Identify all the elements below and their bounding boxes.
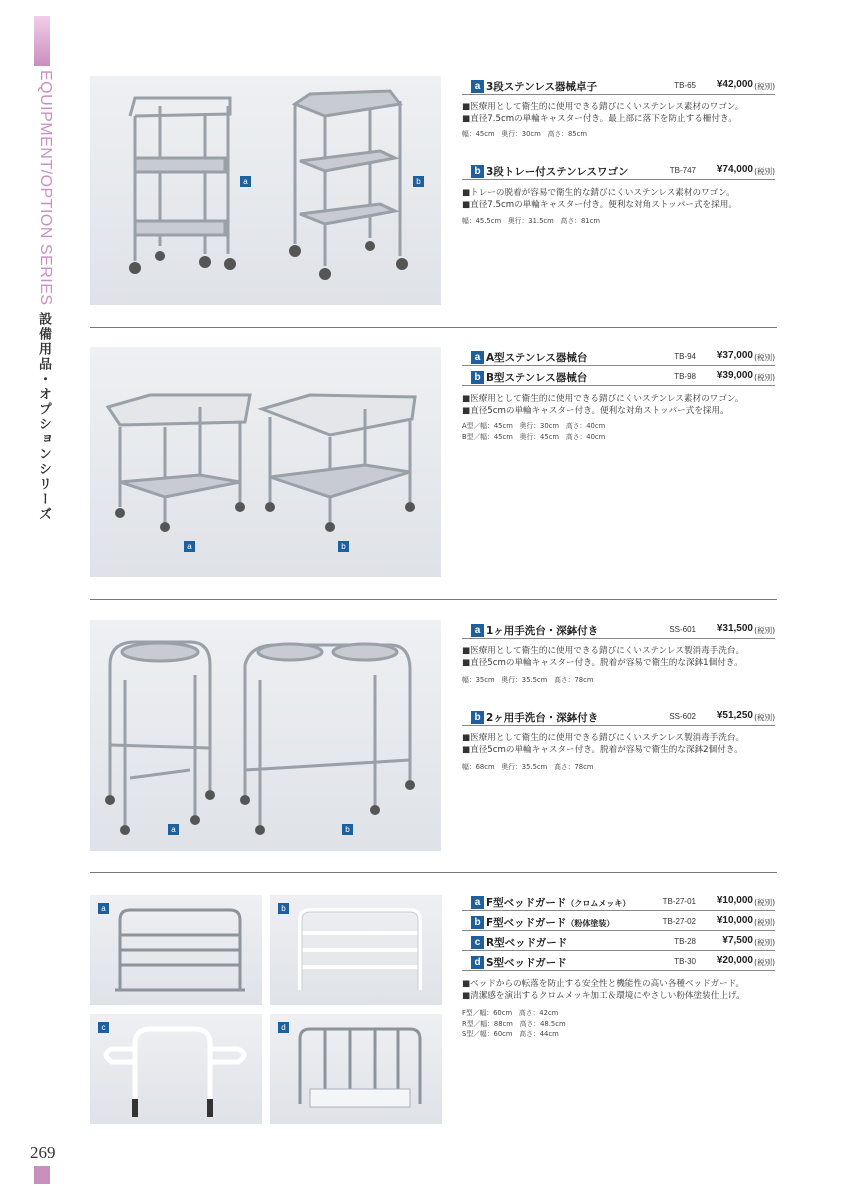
product-name: R型ベッドガード: [486, 937, 568, 949]
sidebar-accent-bar: [34, 16, 50, 66]
product-letter: b: [471, 916, 484, 929]
product-code: SS-602: [669, 712, 696, 721]
product-description: [462, 645, 792, 669]
product-letter: a: [471, 896, 484, 909]
description-line: ■直径5cmの単輪キャスター付き。脱着が容易で衛生的な深鉢1個付き。: [462, 658, 743, 668]
product-dimensions: 幅：45cm 奥行：30cm 高さ：85cm: [462, 130, 587, 138]
product-code: TB-30: [674, 957, 696, 966]
photo-tag-b: b: [413, 176, 424, 187]
description-line: ■直径5cmの単輪キャスター付き。便利な対角ストッパー式を採用。: [462, 406, 729, 416]
photo-tag-b: b: [278, 903, 289, 914]
description-line: ■直径5cmの単輪キャスター付き。脱着が容易で衛生的な深鉢2個付き。: [462, 745, 743, 755]
product-description: [462, 393, 792, 417]
product-photo-bed-guard-r: [90, 1014, 262, 1124]
product-dimensions: 幅：68cm 奥行：35.5cm 高さ：78cm: [462, 763, 594, 771]
description-line: ■ベッドからの転落を防止する安全性と機能性の高い各種ベッドガード。: [462, 979, 745, 989]
description-line: ■医療用として衛生的に使用できる錆びにくいステンレス製消毒手洗台。: [462, 646, 745, 656]
dimensions-line: B型／幅：45cm 奥行：45cm 高さ：40cm: [462, 432, 606, 441]
product-name: 3段トレー付ステンレスワゴン: [486, 166, 629, 178]
bed-guard-illustration: [90, 1014, 262, 1124]
product-name: 1ヶ用手洗台・深鉢付き: [486, 625, 599, 637]
product-finish-note: （クロムメッキ）: [566, 899, 631, 908]
product-header-tb27-02: [462, 914, 775, 931]
photo-tag-a: a: [240, 176, 251, 187]
product-dimensions: [462, 421, 782, 442]
dimensions-line: S型／幅：60cm 高さ：44cm: [462, 1030, 559, 1038]
description-line: ■清潔感を演出するクロムメッキ加工＆環境にやさしい粉体塗装仕上げ。: [462, 991, 745, 1001]
product-code: TB-27-02: [662, 917, 696, 926]
product-name: S型ベッドガード: [486, 957, 567, 969]
product-letter: b: [471, 371, 484, 384]
product-header-ss601: [462, 622, 775, 639]
description-line: ■医療用として衛生的に使用できる錆びにくいステンレス素材のワゴン。: [462, 102, 744, 112]
product-price: ¥20,000: [716, 955, 753, 966]
product-name: A型ステンレス器械台: [486, 352, 588, 364]
photo-tag-d: d: [278, 1022, 289, 1033]
product-name: 3段ステンレス器械卓子: [486, 81, 597, 93]
product-code: TB-747: [669, 166, 696, 175]
product-name: [486, 895, 630, 910]
product-description: [462, 732, 792, 756]
product-price: ¥7,500: [722, 935, 753, 946]
product-letter: a: [471, 624, 484, 637]
product-name-text: F型ベッドガード: [486, 897, 567, 909]
dimensions-line: R型／幅：88cm 高さ：48.5cm: [462, 1019, 566, 1028]
product-name: 2ヶ用手洗台・深鉢付き: [486, 712, 599, 724]
table-illustration: [90, 347, 441, 577]
photo-tag-a: a: [98, 903, 109, 914]
product-photo-bed-guard-f-chrome: [90, 895, 262, 1005]
product-dimensions: 幅：35cm 奥行：35.5cm 高さ：78cm: [462, 676, 594, 684]
description-line: ■医療用として衛生的に使用できる錆びにくいステンレス素材のワゴン。: [462, 394, 744, 404]
section-divider: [90, 599, 777, 600]
product-description: [462, 187, 792, 211]
bed-guard-illustration: [90, 895, 262, 1005]
product-code: SS-601: [669, 625, 696, 634]
description-line: ■直径7.5cmの単輪キャスター付き。最上部に落下を防止する柵付き。: [462, 114, 737, 124]
product-price: ¥31,500: [716, 623, 753, 634]
section-divider: [90, 872, 777, 873]
description-line: ■トレーの脱着が容易で衛生的な錆びにくいステンレス素材のワゴン。: [462, 188, 735, 198]
tax-note: (税別): [754, 353, 775, 362]
product-letter: c: [471, 936, 484, 949]
page-number-accent-bar: [34, 1166, 50, 1184]
product-header-tb94: [462, 349, 775, 366]
product-code: TB-65: [674, 81, 696, 90]
dimensions-line: F型／幅：60cm 高さ：42cm: [462, 1009, 559, 1017]
product-description: [462, 978, 792, 1002]
photo-tag-a: a: [168, 824, 179, 835]
dimensions-line: A型／幅：45cm 奥行：30cm 高さ：40cm: [462, 422, 606, 430]
product-finish-note: （粉体塗装）: [566, 919, 615, 928]
wagon-illustration: [90, 76, 441, 305]
product-photo-bed-guard-f-powder: [270, 895, 442, 1005]
page-number: 269: [30, 1143, 56, 1162]
series-title-en: EQUIPMENT/OPTION SERIES: [37, 70, 54, 306]
product-letter: a: [471, 80, 484, 93]
product-name: [486, 915, 614, 930]
tax-note: (税別): [754, 373, 775, 382]
bed-guard-illustration: [270, 1014, 442, 1124]
product-photo-instrument-tables: [90, 347, 441, 577]
product-description: [462, 101, 792, 125]
product-price: ¥10,000: [716, 915, 753, 926]
product-price: ¥42,000: [716, 79, 753, 90]
description-line: ■直径7.5cmの単輪キャスター付き。便利な対角ストッパー式を採用。: [462, 200, 737, 210]
product-header-ss602: [462, 709, 775, 726]
hand-wash-stand-illustration: [90, 620, 441, 851]
product-letter: b: [471, 711, 484, 724]
photo-tag-b: b: [338, 541, 349, 552]
product-code: TB-28: [674, 937, 696, 946]
tax-note: (税別): [754, 898, 775, 907]
product-photo-wagons: [90, 76, 441, 305]
bed-guard-illustration: [270, 895, 442, 1005]
product-letter: d: [471, 956, 484, 969]
tax-note: (税別): [754, 938, 775, 947]
product-dimensions: [462, 1008, 782, 1040]
tax-note: (税別): [754, 167, 775, 176]
product-price: ¥10,000: [716, 895, 753, 906]
tax-note: (税別): [754, 713, 775, 722]
product-photo-hand-wash-stands: [90, 620, 441, 851]
product-code: TB-27-01: [662, 897, 696, 906]
product-price: ¥39,000: [716, 370, 753, 381]
photo-tag-b: b: [342, 824, 353, 835]
product-letter: b: [471, 165, 484, 178]
product-photo-bed-guard-s: [270, 1014, 442, 1124]
tax-note: (税別): [754, 918, 775, 927]
product-dimensions: 幅：45.5cm 奥行：31.5cm 高さ：81cm: [462, 217, 600, 225]
product-price: ¥74,000: [716, 164, 753, 175]
product-name-text: F型ベッドガード: [486, 917, 567, 929]
product-name: B型ステンレス器械台: [486, 372, 588, 384]
photo-tag-a: a: [184, 541, 195, 552]
product-code: TB-98: [674, 372, 696, 381]
product-header-tb65: [462, 78, 775, 95]
product-header-tb28: [462, 934, 775, 951]
product-header-tb98: [462, 369, 775, 386]
tax-note: (税別): [754, 626, 775, 635]
photo-tag-c: c: [98, 1022, 109, 1033]
product-letter: a: [471, 351, 484, 364]
product-header-tb30: [462, 954, 775, 971]
product-header-tb27-01: [462, 894, 775, 911]
tax-note: (税別): [754, 958, 775, 967]
tax-note: (税別): [754, 82, 775, 91]
series-title-jp: 設備用品・オプションシリーズ: [36, 312, 51, 522]
product-price: ¥51,250: [716, 710, 753, 721]
section-divider: [90, 327, 777, 328]
product-code: TB-94: [674, 352, 696, 361]
description-line: ■医療用として衛生的に使用できる錆びにくいステンレス製消毒手洗台。: [462, 733, 745, 743]
product-price: ¥37,000: [716, 350, 753, 361]
product-header-tb747: [462, 163, 775, 180]
